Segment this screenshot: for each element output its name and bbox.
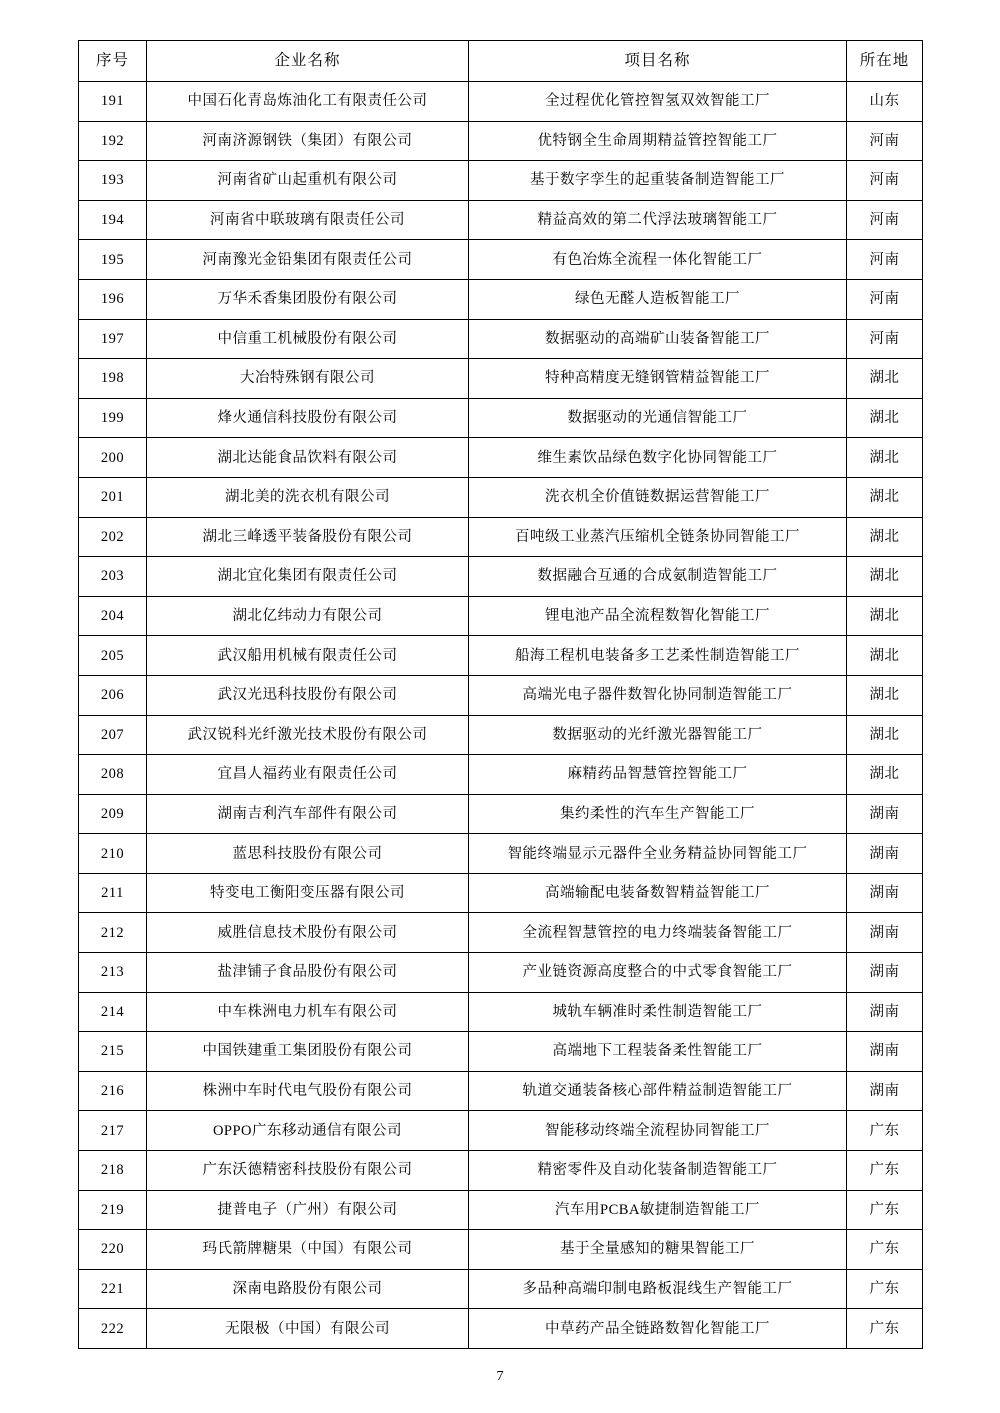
cell-region: 湖北 (847, 398, 923, 438)
table-row (79, 1111, 923, 1151)
table-row (79, 240, 923, 280)
cell-index: 191 (79, 82, 147, 122)
cell-region: 湖北 (847, 557, 923, 597)
cell-company-name: 捷普电子（广州）有限公司 (147, 1190, 469, 1230)
cell-region: 湖南 (847, 992, 923, 1032)
cell-index: 206 (79, 675, 147, 715)
cell-project-name: 洗衣机全价值链数据运营智能工厂 (469, 477, 847, 517)
cell-region: 广东 (847, 1151, 923, 1191)
cell-index: 218 (79, 1151, 147, 1191)
cell-company-name: 湖北美的洗衣机有限公司 (147, 477, 469, 517)
column-header-project: 项目名称 (469, 41, 847, 82)
cell-company-name: 中信重工机械股份有限公司 (147, 319, 469, 359)
cell-index: 214 (79, 992, 147, 1032)
cell-region: 河南 (847, 121, 923, 161)
cell-region: 湖北 (847, 359, 923, 399)
cell-company-name: 河南豫光金铅集团有限责任公司 (147, 240, 469, 280)
cell-region: 湖南 (847, 873, 923, 913)
table-row (79, 913, 923, 953)
cell-company-name: 湖南吉利汽车部件有限公司 (147, 794, 469, 834)
cell-index: 220 (79, 1230, 147, 1270)
cell-project-name: 高端输配电装备数智精益智能工厂 (469, 873, 847, 913)
cell-project-name: 绿色无醛人造板智能工厂 (469, 279, 847, 319)
table-row (79, 715, 923, 755)
cell-index: 209 (79, 794, 147, 834)
cell-project-name: 数据驱动的光通信智能工厂 (469, 398, 847, 438)
cell-project-name: 船海工程机电装备多工艺柔性制造智能工厂 (469, 636, 847, 676)
table-row (79, 636, 923, 676)
cell-region: 河南 (847, 319, 923, 359)
table-row (79, 834, 923, 874)
cell-company-name: 万华禾香集团股份有限公司 (147, 279, 469, 319)
cell-company-name: 武汉船用机械有限责任公司 (147, 636, 469, 676)
cell-index: 221 (79, 1269, 147, 1309)
cell-index: 203 (79, 557, 147, 597)
cell-region: 广东 (847, 1190, 923, 1230)
cell-project-name: 基于全量感知的糖果智能工厂 (469, 1230, 847, 1270)
cell-company-name: 中车株洲电力机车有限公司 (147, 992, 469, 1032)
cell-index: 215 (79, 1032, 147, 1072)
cell-index: 204 (79, 596, 147, 636)
cell-company-name: 广东沃德精密科技股份有限公司 (147, 1151, 469, 1191)
cell-index: 202 (79, 517, 147, 557)
cell-index: 200 (79, 438, 147, 478)
cell-company-name: 河南济源钢铁（集团）有限公司 (147, 121, 469, 161)
cell-region: 广东 (847, 1111, 923, 1151)
cell-project-name: 智能移动终端全流程协同智能工厂 (469, 1111, 847, 1151)
cell-index: 222 (79, 1309, 147, 1349)
cell-region: 湖南 (847, 953, 923, 993)
cell-project-name: 多品种高端印制电路板混线生产智能工厂 (469, 1269, 847, 1309)
cell-project-name: 中草药产品全链路数智化智能工厂 (469, 1309, 847, 1349)
cell-region: 湖北 (847, 636, 923, 676)
cell-region: 湖北 (847, 517, 923, 557)
cell-region: 湖北 (847, 755, 923, 795)
cell-project-name: 数据驱动的高端矿山装备智能工厂 (469, 319, 847, 359)
cell-project-name: 集约柔性的汽车生产智能工厂 (469, 794, 847, 834)
cell-company-name: 河南省中联玻璃有限责任公司 (147, 200, 469, 240)
cell-project-name: 产业链资源高度整合的中式零食智能工厂 (469, 953, 847, 993)
cell-region: 河南 (847, 279, 923, 319)
cell-company-name: 中国铁建重工集团股份有限公司 (147, 1032, 469, 1072)
cell-project-name: 高端光电子器件数智化协同制造智能工厂 (469, 675, 847, 715)
cell-index: 208 (79, 755, 147, 795)
table-row (79, 477, 923, 517)
cell-company-name: 武汉光迅科技股份有限公司 (147, 675, 469, 715)
cell-project-name: 麻精药品智慧管控智能工厂 (469, 755, 847, 795)
cell-index: 211 (79, 873, 147, 913)
table-row (79, 359, 923, 399)
cell-project-name: 优特钢全生命周期精益管控智能工厂 (469, 121, 847, 161)
cell-company-name: 无限极（中国）有限公司 (147, 1309, 469, 1349)
cell-region: 湖南 (847, 1071, 923, 1111)
cell-index: 217 (79, 1111, 147, 1151)
table-row (79, 1071, 923, 1111)
cell-company-name: 河南省矿山起重机有限公司 (147, 161, 469, 201)
cell-project-name: 百吨级工业蒸汽压缩机全链条协同智能工厂 (469, 517, 847, 557)
table-header (79, 41, 923, 82)
cell-company-name: 大冶特殊钢有限公司 (147, 359, 469, 399)
cell-region: 河南 (847, 161, 923, 201)
table-row (79, 517, 923, 557)
table-header-row (79, 41, 923, 82)
table-row (79, 1190, 923, 1230)
table-row (79, 438, 923, 478)
cell-index: 210 (79, 834, 147, 874)
table-row (79, 1269, 923, 1309)
table-row (79, 1032, 923, 1072)
cell-region: 湖北 (847, 715, 923, 755)
cell-region: 河南 (847, 200, 923, 240)
cell-project-name: 数据融合互通的合成氨制造智能工厂 (469, 557, 847, 597)
cell-index: 201 (79, 477, 147, 517)
cell-company-name: 中国石化青岛炼油化工有限责任公司 (147, 82, 469, 122)
cell-project-name: 有色冶炼全流程一体化智能工厂 (469, 240, 847, 280)
cell-company-name: 盐津铺子食品股份有限公司 (147, 953, 469, 993)
table-row (79, 200, 923, 240)
cell-project-name: 高端地下工程装备柔性智能工厂 (469, 1032, 847, 1072)
cell-index: 193 (79, 161, 147, 201)
cell-index: 205 (79, 636, 147, 676)
cell-company-name: 湖北亿纬动力有限公司 (147, 596, 469, 636)
cell-company-name: 烽火通信科技股份有限公司 (147, 398, 469, 438)
cell-index: 199 (79, 398, 147, 438)
cell-index: 192 (79, 121, 147, 161)
cell-region: 河南 (847, 240, 923, 280)
cell-region: 广东 (847, 1269, 923, 1309)
cell-company-name: 宜昌人福药业有限责任公司 (147, 755, 469, 795)
cell-index: 198 (79, 359, 147, 399)
cell-project-name: 全过程优化管控智氢双效智能工厂 (469, 82, 847, 122)
table-row (79, 873, 923, 913)
table-row (79, 319, 923, 359)
cell-project-name: 城轨车辆准时柔性制造智能工厂 (469, 992, 847, 1032)
table-row (79, 398, 923, 438)
cell-company-name: OPPO广东移动通信有限公司 (147, 1111, 469, 1151)
cell-region: 湖北 (847, 477, 923, 517)
cell-company-name: 湖北宜化集团有限责任公司 (147, 557, 469, 597)
cell-project-name: 智能终端显示元器件全业务精益协同智能工厂 (469, 834, 847, 874)
cell-region: 湖北 (847, 438, 923, 478)
cell-project-name: 基于数字孪生的起重装备制造智能工厂 (469, 161, 847, 201)
cell-company-name: 蓝思科技股份有限公司 (147, 834, 469, 874)
column-header-region: 所在地 (847, 41, 923, 82)
table-row (79, 755, 923, 795)
cell-company-name: 深南电路股份有限公司 (147, 1269, 469, 1309)
cell-project-name: 轨道交通装备核心部件精益制造智能工厂 (469, 1071, 847, 1111)
cell-region: 湖南 (847, 834, 923, 874)
table-row (79, 82, 923, 122)
table-body (79, 82, 923, 1349)
page-number: 7 (496, 1369, 504, 1384)
table-row (79, 161, 923, 201)
cell-company-name: 威胜信息技术股份有限公司 (147, 913, 469, 953)
cell-company-name: 株洲中车时代电气股份有限公司 (147, 1071, 469, 1111)
table-row (79, 279, 923, 319)
cell-project-name: 锂电池产品全流程数智化智能工厂 (469, 596, 847, 636)
cell-project-name: 维生素饮品绿色数字化协同智能工厂 (469, 438, 847, 478)
table-row (79, 1230, 923, 1270)
cell-region: 湖南 (847, 1032, 923, 1072)
cell-index: 212 (79, 913, 147, 953)
cell-index: 207 (79, 715, 147, 755)
table-row (79, 1151, 923, 1191)
cell-project-name: 精益高效的第二代浮法玻璃智能工厂 (469, 200, 847, 240)
table-row (79, 596, 923, 636)
cell-region: 广东 (847, 1230, 923, 1270)
cell-region: 湖南 (847, 794, 923, 834)
cell-region: 湖北 (847, 596, 923, 636)
cell-index: 213 (79, 953, 147, 993)
cell-company-name: 湖北达能食品饮料有限公司 (147, 438, 469, 478)
cell-company-name: 特变电工衡阳变压器有限公司 (147, 873, 469, 913)
cell-region: 广东 (847, 1309, 923, 1349)
smart-factory-listing-table (78, 40, 923, 1349)
column-header-company: 企业名称 (147, 41, 469, 82)
cell-project-name: 全流程智慧管控的电力终端装备智能工厂 (469, 913, 847, 953)
table-row (79, 121, 923, 161)
cell-index: 219 (79, 1190, 147, 1230)
cell-company-name: 武汉锐科光纤激光技术股份有限公司 (147, 715, 469, 755)
cell-project-name: 数据驱动的光纤激光器智能工厂 (469, 715, 847, 755)
cell-index: 197 (79, 319, 147, 359)
cell-index: 195 (79, 240, 147, 280)
column-header-index: 序号 (79, 41, 147, 82)
cell-region: 湖南 (847, 913, 923, 953)
cell-index: 194 (79, 200, 147, 240)
table-row (79, 675, 923, 715)
cell-index: 196 (79, 279, 147, 319)
table-row (79, 1309, 923, 1349)
table-row (79, 953, 923, 993)
cell-company-name: 玛氏箭牌糖果（中国）有限公司 (147, 1230, 469, 1270)
table-row (79, 992, 923, 1032)
table-row (79, 557, 923, 597)
cell-project-name: 精密零件及自动化装备制造智能工厂 (469, 1151, 847, 1191)
cell-index: 216 (79, 1071, 147, 1111)
cell-project-name: 特种高精度无缝钢管精益智能工厂 (469, 359, 847, 399)
cell-company-name: 湖北三峰透平装备股份有限公司 (147, 517, 469, 557)
cell-region: 山东 (847, 82, 923, 122)
table-row (79, 794, 923, 834)
cell-project-name: 汽车用PCBA敏捷制造智能工厂 (469, 1190, 847, 1230)
cell-region: 湖北 (847, 675, 923, 715)
